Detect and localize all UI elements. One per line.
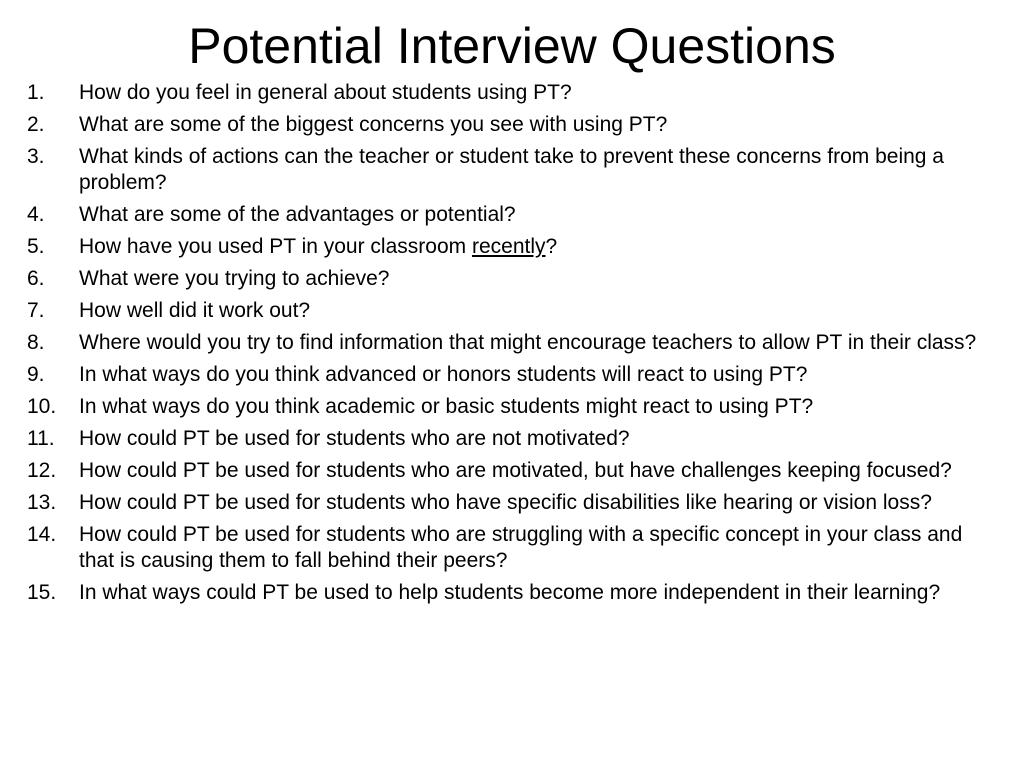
question-text: How well did it work out? bbox=[79, 299, 311, 322]
list-item bbox=[27, 144, 1002, 196]
question-text: How could PT be used for students who are struggling with a specific concept in your class and that is causing them to fall behind their peers? bbox=[79, 523, 963, 572]
list-item bbox=[27, 490, 1002, 516]
question-number: 7. bbox=[27, 299, 45, 322]
question-text: Where would you try to find information that might encourage teachers to allow PT in their class? bbox=[79, 331, 977, 354]
question-number: 15. bbox=[27, 581, 57, 604]
question-text-start: How have you used PT in your classroom bbox=[79, 235, 472, 258]
question-number: 5. bbox=[27, 235, 45, 258]
question-number: 3. bbox=[27, 145, 45, 168]
list-item bbox=[27, 266, 1002, 292]
list-item bbox=[27, 426, 1002, 452]
question-number: 9. bbox=[27, 363, 45, 386]
question-text: What kinds of actions can the teacher or student take to prevent these concerns from being a problem? bbox=[79, 145, 944, 194]
list-item bbox=[27, 112, 1002, 138]
list-item bbox=[27, 330, 1002, 356]
list-item bbox=[27, 202, 1002, 228]
question-text bbox=[79, 234, 1002, 260]
question-list bbox=[27, 80, 1002, 612]
question-number: 13. bbox=[27, 491, 57, 514]
list-item bbox=[27, 394, 1002, 420]
question-text: What were you trying to achieve? bbox=[79, 267, 390, 290]
question-text: What are some of the biggest concerns you see with using PT? bbox=[79, 113, 668, 136]
list-item bbox=[27, 362, 1002, 388]
question-number: 10. bbox=[27, 395, 57, 418]
list-item bbox=[27, 80, 1002, 106]
list-item bbox=[27, 234, 1002, 260]
question-number: 2. bbox=[27, 113, 45, 136]
question-number: 11. bbox=[27, 427, 55, 450]
list-item bbox=[27, 580, 1002, 606]
question-text: How could PT be used for students who have specific disabilities like hearing or vision loss? bbox=[79, 491, 932, 514]
question-text: How could PT be used for students who are not motivated? bbox=[79, 427, 630, 450]
question-number: 12. bbox=[27, 459, 57, 482]
question-text: In what ways do you think academic or basic students might react to using PT? bbox=[79, 395, 814, 418]
question-number: 6. bbox=[27, 267, 45, 290]
question-text: What are some of the advantages or potential? bbox=[79, 203, 516, 226]
question-text-end: ? bbox=[545, 235, 558, 258]
list-item bbox=[27, 298, 1002, 324]
list-item bbox=[27, 458, 1002, 484]
question-number: 14. bbox=[27, 523, 57, 546]
question-text: How do you feel in general about students using PT? bbox=[79, 81, 572, 104]
question-text: In what ways could PT be used to help students become more independent in their learning? bbox=[79, 581, 941, 604]
question-number: 4. bbox=[27, 203, 45, 226]
question-number: 8. bbox=[27, 331, 45, 354]
question-text: In what ways do you think advanced or honors students will react to using PT? bbox=[79, 363, 808, 386]
question-number: 1. bbox=[27, 81, 45, 104]
underlined-word: recently bbox=[471, 235, 546, 258]
slide-title: Potential Interview Questions bbox=[188, 18, 836, 74]
list-item bbox=[27, 522, 1002, 574]
question-text: How could PT be used for students who are motivated, but have challenges keeping focused? bbox=[79, 459, 952, 482]
